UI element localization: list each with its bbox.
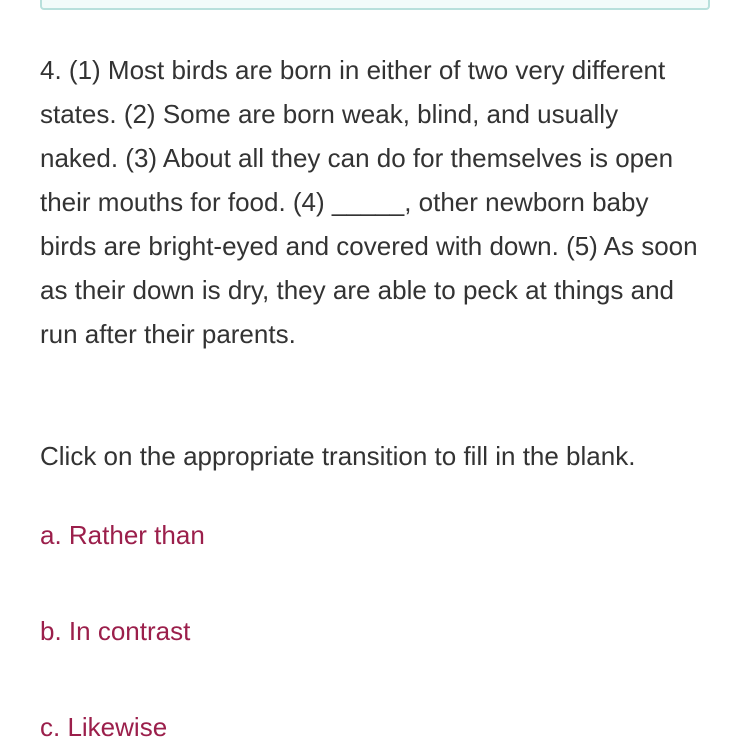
previous-content-box bbox=[40, 0, 710, 10]
answer-option-c[interactable]: c. Likewise bbox=[40, 712, 168, 742]
answer-option-b[interactable]: b. In contrast bbox=[40, 616, 191, 646]
question-text: 4. (1) Most birds are born in either of two very different states. (2) Some are born weak, blind, and usually naked. (3) About all they can do for themselves is open their mouths for food. (4) _____, other newborn baby birds are bright-eyed and covered with down. (5) As soon as their down is dry, they are able to peck at things and run after their parents. bbox=[40, 55, 698, 349]
answer-option-a[interactable]: a. Rather than bbox=[40, 520, 205, 550]
instruction-text: Click on the appropriate transition to fill in the blank. bbox=[40, 441, 636, 471]
